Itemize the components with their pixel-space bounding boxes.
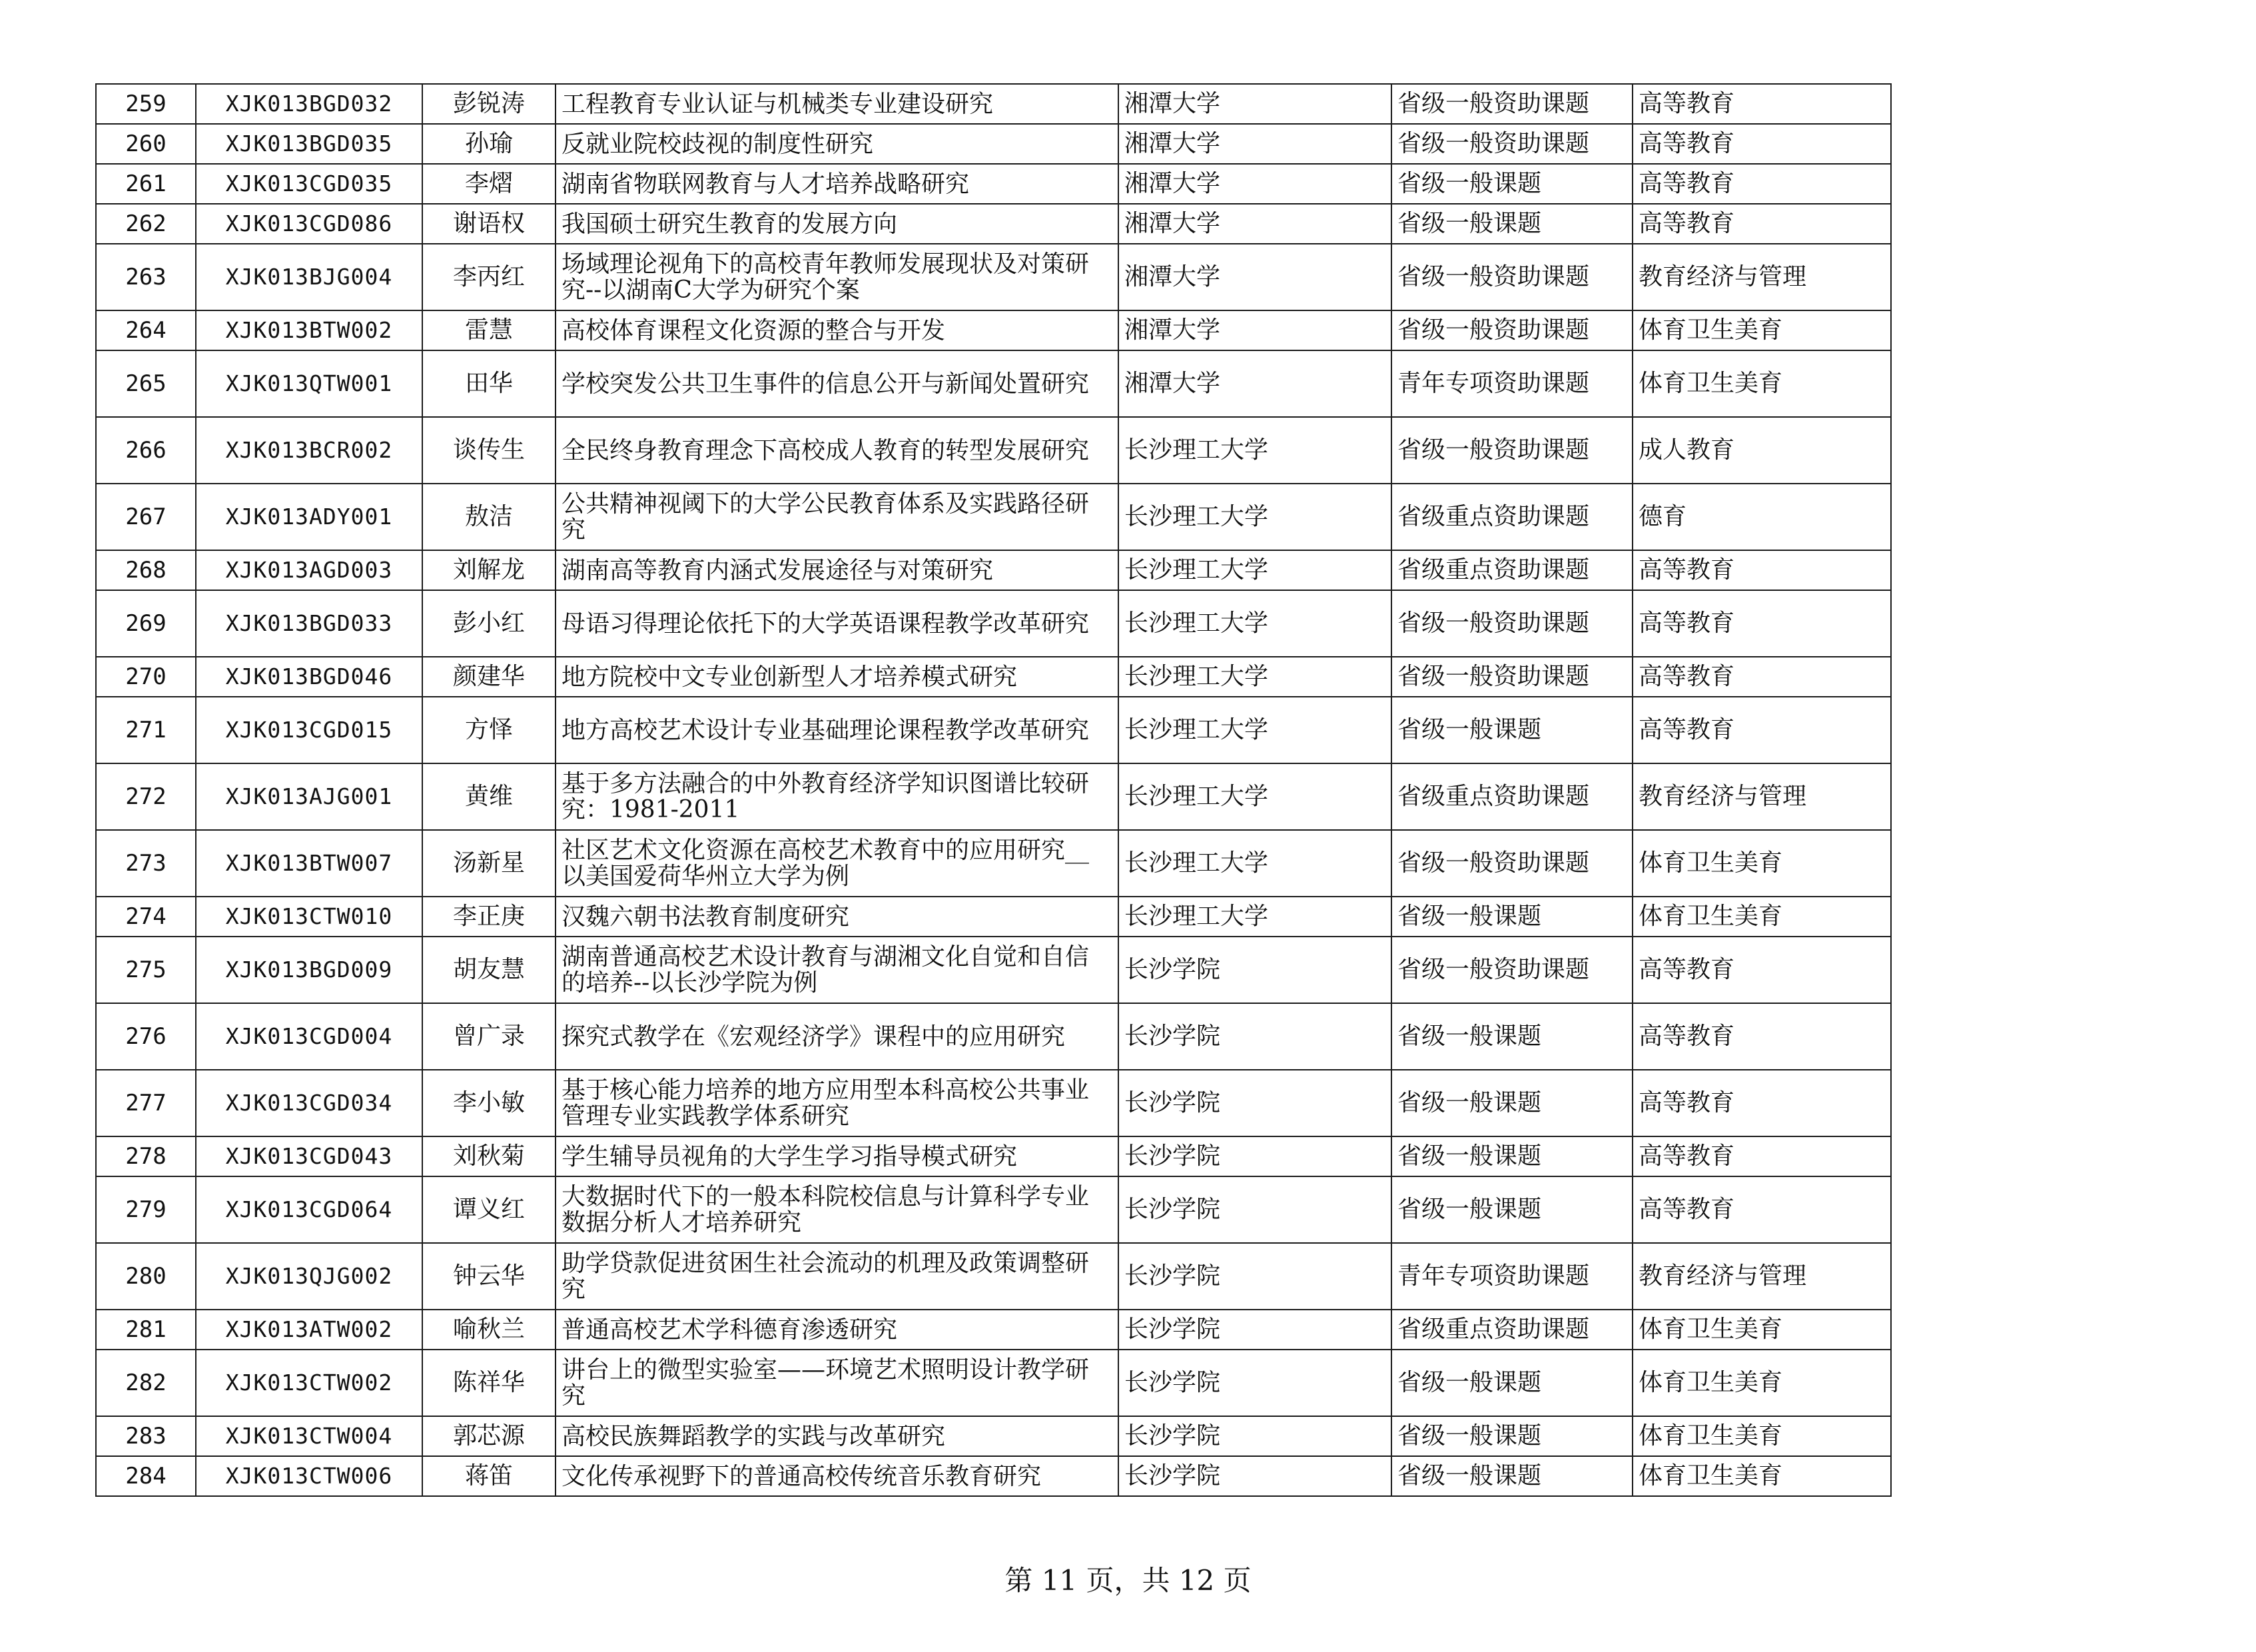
project-type-cell: 省级重点资助课题 bbox=[1391, 550, 1633, 590]
table-row bbox=[96, 590, 1891, 657]
project-code-cell: XJK013CTW004 bbox=[196, 1416, 422, 1456]
project-code-cell: XJK013BGD046 bbox=[196, 657, 422, 697]
leader-name-cell: 田华 bbox=[422, 350, 556, 417]
discipline-category-cell: 成人教育 bbox=[1633, 417, 1891, 484]
project-type-cell: 省级一般课题 bbox=[1391, 697, 1633, 763]
project-code-cell: XJK013BGD032 bbox=[196, 84, 422, 124]
leader-name-cell: 郭芯源 bbox=[422, 1416, 556, 1456]
institution-cell: 湘潭大学 bbox=[1118, 164, 1391, 204]
project-code-cell: XJK013CGD015 bbox=[196, 697, 422, 763]
institution-cell: 湘潭大学 bbox=[1118, 350, 1391, 417]
project-type-cell: 省级一般课题 bbox=[1391, 897, 1633, 937]
table-row bbox=[96, 244, 1891, 310]
table-row bbox=[96, 830, 1891, 897]
project-title-cell: 公共精神视阈下的大学公民教育体系及实践路径研究 bbox=[556, 484, 1118, 550]
table-row bbox=[96, 124, 1891, 164]
discipline-category-cell: 体育卫生美育 bbox=[1633, 1416, 1891, 1456]
project-title-cell: 讲台上的微型实验室——环境艺术照明设计教学研究 bbox=[556, 1350, 1118, 1416]
row-number-cell: 270 bbox=[96, 657, 196, 697]
project-code-cell: XJK013BTW002 bbox=[196, 310, 422, 350]
project-code-cell: XJK013CGD004 bbox=[196, 1003, 422, 1070]
row-number-cell: 278 bbox=[96, 1136, 196, 1176]
project-title-cell: 普通高校艺术学科德育渗透研究 bbox=[556, 1310, 1118, 1350]
institution-cell: 长沙学院 bbox=[1118, 1243, 1391, 1310]
project-code-cell: XJK013CTW010 bbox=[196, 897, 422, 937]
row-number-cell: 274 bbox=[96, 897, 196, 937]
project-type-cell: 省级一般资助课题 bbox=[1391, 937, 1633, 1003]
project-title-cell: 高校民族舞蹈教学的实践与改革研究 bbox=[556, 1416, 1118, 1456]
project-code-cell: XJK013CGD035 bbox=[196, 164, 422, 204]
project-title-cell: 探究式教学在《宏观经济学》课程中的应用研究 bbox=[556, 1003, 1118, 1070]
project-code-cell: XJK013QJG002 bbox=[196, 1243, 422, 1310]
table-row bbox=[96, 1003, 1891, 1070]
project-type-cell: 省级一般资助课题 bbox=[1391, 590, 1633, 657]
project-table bbox=[95, 83, 1892, 1497]
project-code-cell: XJK013AJG001 bbox=[196, 763, 422, 830]
project-title-cell: 文化传承视野下的普通高校传统音乐教育研究 bbox=[556, 1456, 1118, 1496]
leader-name-cell: 刘秋菊 bbox=[422, 1136, 556, 1176]
discipline-category-cell: 体育卫生美育 bbox=[1633, 310, 1891, 350]
project-title-cell: 基于多方法融合的中外教育经济学知识图谱比较研究：1981-2011 bbox=[556, 763, 1118, 830]
project-title-cell: 反就业院校歧视的制度性研究 bbox=[556, 124, 1118, 164]
project-type-cell: 省级一般课题 bbox=[1391, 1003, 1633, 1070]
institution-cell: 长沙理工大学 bbox=[1118, 484, 1391, 550]
project-title-cell: 学生辅导员视角的大学生学习指导模式研究 bbox=[556, 1136, 1118, 1176]
leader-name-cell: 李熠 bbox=[422, 164, 556, 204]
project-type-cell: 省级一般资助课题 bbox=[1391, 84, 1633, 124]
row-number-cell: 267 bbox=[96, 484, 196, 550]
table-row bbox=[96, 897, 1891, 937]
institution-cell: 长沙理工大学 bbox=[1118, 763, 1391, 830]
table-row bbox=[96, 204, 1891, 244]
table-row bbox=[96, 763, 1891, 830]
project-title-cell: 场域理论视角下的高校青年教师发展现状及对策研究--以湖南C大学为研究个案 bbox=[556, 244, 1118, 310]
institution-cell: 长沙学院 bbox=[1118, 1136, 1391, 1176]
project-title-cell: 工程教育专业认证与机械类专业建设研究 bbox=[556, 84, 1118, 124]
institution-cell: 长沙学院 bbox=[1118, 1310, 1391, 1350]
project-code-cell: XJK013BGD033 bbox=[196, 590, 422, 657]
leader-name-cell: 谭义红 bbox=[422, 1176, 556, 1243]
project-title-cell: 湖南普通高校艺术设计教育与湖湘文化自觉和自信的培养--以长沙学院为例 bbox=[556, 937, 1118, 1003]
row-number-cell: 279 bbox=[96, 1176, 196, 1243]
table-row bbox=[96, 1310, 1891, 1350]
discipline-category-cell: 德育 bbox=[1633, 484, 1891, 550]
project-title-cell: 基于核心能力培养的地方应用型本科高校公共事业管理专业实践教学体系研究 bbox=[556, 1070, 1118, 1136]
row-number-cell: 281 bbox=[96, 1310, 196, 1350]
discipline-category-cell: 体育卫生美育 bbox=[1633, 350, 1891, 417]
institution-cell: 长沙学院 bbox=[1118, 1003, 1391, 1070]
project-title-cell: 学校突发公共卫生事件的信息公开与新闻处置研究 bbox=[556, 350, 1118, 417]
table-row bbox=[96, 1350, 1891, 1416]
project-code-cell: XJK013CTW002 bbox=[196, 1350, 422, 1416]
project-type-cell: 省级一般课题 bbox=[1391, 1070, 1633, 1136]
project-code-cell: XJK013CGD043 bbox=[196, 1136, 422, 1176]
project-type-cell: 省级重点资助课题 bbox=[1391, 763, 1633, 830]
project-type-cell: 省级一般课题 bbox=[1391, 1176, 1633, 1243]
leader-name-cell: 谈传生 bbox=[422, 417, 556, 484]
discipline-category-cell: 高等教育 bbox=[1633, 204, 1891, 244]
project-title-cell: 我国硕士研究生教育的发展方向 bbox=[556, 204, 1118, 244]
row-number-cell: 260 bbox=[96, 124, 196, 164]
project-code-cell: XJK013ATW002 bbox=[196, 1310, 422, 1350]
institution-cell: 长沙学院 bbox=[1118, 937, 1391, 1003]
institution-cell: 长沙理工大学 bbox=[1118, 897, 1391, 937]
table-row bbox=[96, 550, 1891, 590]
discipline-category-cell: 教育经济与管理 bbox=[1633, 1243, 1891, 1310]
project-type-cell: 省级一般课题 bbox=[1391, 164, 1633, 204]
row-number-cell: 268 bbox=[96, 550, 196, 590]
leader-name-cell: 敖洁 bbox=[422, 484, 556, 550]
institution-cell: 长沙理工大学 bbox=[1118, 590, 1391, 657]
project-type-cell: 省级一般资助课题 bbox=[1391, 310, 1633, 350]
project-type-cell: 省级一般资助课题 bbox=[1391, 830, 1633, 897]
project-type-cell: 省级一般资助课题 bbox=[1391, 124, 1633, 164]
table-row bbox=[96, 1176, 1891, 1243]
table-row bbox=[96, 417, 1891, 484]
discipline-category-cell: 高等教育 bbox=[1633, 124, 1891, 164]
project-table-container bbox=[95, 83, 1890, 1497]
project-type-cell: 省级一般课题 bbox=[1391, 1136, 1633, 1176]
table-row bbox=[96, 1243, 1891, 1310]
discipline-category-cell: 体育卫生美育 bbox=[1633, 897, 1891, 937]
project-code-cell: XJK013CGD034 bbox=[196, 1070, 422, 1136]
discipline-category-cell: 高等教育 bbox=[1633, 1070, 1891, 1136]
row-number-cell: 283 bbox=[96, 1416, 196, 1456]
discipline-category-cell: 体育卫生美育 bbox=[1633, 1310, 1891, 1350]
row-number-cell: 262 bbox=[96, 204, 196, 244]
institution-cell: 长沙学院 bbox=[1118, 1416, 1391, 1456]
project-code-cell: XJK013CGD064 bbox=[196, 1176, 422, 1243]
institution-cell: 长沙理工大学 bbox=[1118, 657, 1391, 697]
project-title-cell: 全民终身教育理念下高校成人教育的转型发展研究 bbox=[556, 417, 1118, 484]
leader-name-cell: 刘解龙 bbox=[422, 550, 556, 590]
discipline-category-cell: 高等教育 bbox=[1633, 697, 1891, 763]
project-type-cell: 省级一般课题 bbox=[1391, 204, 1633, 244]
page-footer: 第 11 页，共 12 页 bbox=[1004, 1564, 1252, 1597]
leader-name-cell: 雷慧 bbox=[422, 310, 556, 350]
institution-cell: 长沙学院 bbox=[1118, 1070, 1391, 1136]
project-code-cell: XJK013BJG004 bbox=[196, 244, 422, 310]
project-title-cell: 助学贷款促进贫困生社会流动的机理及政策调整研究 bbox=[556, 1243, 1118, 1310]
table-row bbox=[96, 84, 1891, 124]
leader-name-cell: 谢语权 bbox=[422, 204, 556, 244]
project-type-cell: 青年专项资助课题 bbox=[1391, 1243, 1633, 1310]
leader-name-cell: 胡友慧 bbox=[422, 937, 556, 1003]
discipline-category-cell: 高等教育 bbox=[1633, 84, 1891, 124]
discipline-category-cell: 教育经济与管理 bbox=[1633, 763, 1891, 830]
project-type-cell: 省级重点资助课题 bbox=[1391, 1310, 1633, 1350]
project-title-cell: 地方高校艺术设计专业基础理论课程教学改革研究 bbox=[556, 697, 1118, 763]
institution-cell: 长沙学院 bbox=[1118, 1350, 1391, 1416]
institution-cell: 湘潭大学 bbox=[1118, 310, 1391, 350]
table-row bbox=[96, 1416, 1891, 1456]
row-number-cell: 261 bbox=[96, 164, 196, 204]
project-code-cell: XJK013ADY001 bbox=[196, 484, 422, 550]
project-code-cell: XJK013BCR002 bbox=[196, 417, 422, 484]
discipline-category-cell: 高等教育 bbox=[1633, 1176, 1891, 1243]
institution-cell: 长沙学院 bbox=[1118, 1456, 1391, 1496]
project-title-cell: 地方院校中文专业创新型人才培养模式研究 bbox=[556, 657, 1118, 697]
project-code-cell: XJK013BGD009 bbox=[196, 937, 422, 1003]
row-number-cell: 276 bbox=[96, 1003, 196, 1070]
discipline-category-cell: 高等教育 bbox=[1633, 550, 1891, 590]
leader-name-cell: 彭小红 bbox=[422, 590, 556, 657]
discipline-category-cell: 高等教育 bbox=[1633, 937, 1891, 1003]
leader-name-cell: 陈祥华 bbox=[422, 1350, 556, 1416]
project-type-cell: 省级一般课题 bbox=[1391, 1350, 1633, 1416]
row-number-cell: 284 bbox=[96, 1456, 196, 1496]
leader-name-cell: 李小敏 bbox=[422, 1070, 556, 1136]
leader-name-cell: 钟云华 bbox=[422, 1243, 556, 1310]
project-type-cell: 省级一般资助课题 bbox=[1391, 657, 1633, 697]
institution-cell: 长沙理工大学 bbox=[1118, 697, 1391, 763]
discipline-category-cell: 体育卫生美育 bbox=[1633, 1350, 1891, 1416]
table-row bbox=[96, 697, 1891, 763]
discipline-category-cell: 高等教育 bbox=[1633, 1136, 1891, 1176]
institution-cell: 湘潭大学 bbox=[1118, 124, 1391, 164]
row-number-cell: 264 bbox=[96, 310, 196, 350]
discipline-category-cell: 高等教育 bbox=[1633, 164, 1891, 204]
table-row bbox=[96, 350, 1891, 417]
table-row bbox=[96, 1136, 1891, 1176]
leader-name-cell: 黄维 bbox=[422, 763, 556, 830]
project-title-cell: 母语习得理论依托下的大学英语课程教学改革研究 bbox=[556, 590, 1118, 657]
project-code-cell: XJK013BTW007 bbox=[196, 830, 422, 897]
table-row bbox=[96, 310, 1891, 350]
row-number-cell: 266 bbox=[96, 417, 196, 484]
row-number-cell: 271 bbox=[96, 697, 196, 763]
leader-name-cell: 李丙红 bbox=[422, 244, 556, 310]
discipline-category-cell: 高等教育 bbox=[1633, 1003, 1891, 1070]
row-number-cell: 275 bbox=[96, 937, 196, 1003]
leader-name-cell: 曾广录 bbox=[422, 1003, 556, 1070]
table-row bbox=[96, 1456, 1891, 1496]
project-type-cell: 省级一般课题 bbox=[1391, 1456, 1633, 1496]
institution-cell: 湘潭大学 bbox=[1118, 244, 1391, 310]
row-number-cell: 273 bbox=[96, 830, 196, 897]
project-code-cell: XJK013QTW001 bbox=[196, 350, 422, 417]
discipline-category-cell: 教育经济与管理 bbox=[1633, 244, 1891, 310]
table-row bbox=[96, 1070, 1891, 1136]
row-number-cell: 263 bbox=[96, 244, 196, 310]
project-type-cell: 青年专项资助课题 bbox=[1391, 350, 1633, 417]
institution-cell: 长沙学院 bbox=[1118, 1176, 1391, 1243]
discipline-category-cell: 高等教育 bbox=[1633, 657, 1891, 697]
row-number-cell: 282 bbox=[96, 1350, 196, 1416]
row-number-cell: 277 bbox=[96, 1070, 196, 1136]
table-row bbox=[96, 657, 1891, 697]
leader-name-cell: 李正庚 bbox=[422, 897, 556, 937]
leader-name-cell: 方怿 bbox=[422, 697, 556, 763]
row-number-cell: 272 bbox=[96, 763, 196, 830]
table-body bbox=[96, 84, 1891, 1496]
table-row bbox=[96, 164, 1891, 204]
row-number-cell: 269 bbox=[96, 590, 196, 657]
project-title-cell: 湖南省物联网教育与人才培养战略研究 bbox=[556, 164, 1118, 204]
discipline-category-cell: 体育卫生美育 bbox=[1633, 830, 1891, 897]
leader-name-cell: 喻秋兰 bbox=[422, 1310, 556, 1350]
institution-cell: 长沙理工大学 bbox=[1118, 830, 1391, 897]
row-number-cell: 280 bbox=[96, 1243, 196, 1310]
project-code-cell: XJK013CGD086 bbox=[196, 204, 422, 244]
project-title-cell: 湖南高等教育内涵式发展途径与对策研究 bbox=[556, 550, 1118, 590]
leader-name-cell: 孙瑜 bbox=[422, 124, 556, 164]
discipline-category-cell: 高等教育 bbox=[1633, 590, 1891, 657]
discipline-category-cell: 体育卫生美育 bbox=[1633, 1456, 1891, 1496]
project-title-cell: 汉魏六朝书法教育制度研究 bbox=[556, 897, 1118, 937]
project-code-cell: XJK013AGD003 bbox=[196, 550, 422, 590]
project-title-cell: 大数据时代下的一般本科院校信息与计算科学专业数据分析人才培养研究 bbox=[556, 1176, 1118, 1243]
project-code-cell: XJK013CTW006 bbox=[196, 1456, 422, 1496]
project-type-cell: 省级一般资助课题 bbox=[1391, 417, 1633, 484]
leader-name-cell: 颜建华 bbox=[422, 657, 556, 697]
institution-cell: 湘潭大学 bbox=[1118, 84, 1391, 124]
row-number-cell: 265 bbox=[96, 350, 196, 417]
project-type-cell: 省级重点资助课题 bbox=[1391, 484, 1633, 550]
institution-cell: 长沙理工大学 bbox=[1118, 417, 1391, 484]
project-title-cell: 社区艺术文化资源在高校艺术教育中的应用研究__以美国爱荷华州立大学为例 bbox=[556, 830, 1118, 897]
table-row bbox=[96, 484, 1891, 550]
project-type-cell: 省级一般课题 bbox=[1391, 1416, 1633, 1456]
project-title-cell: 高校体育课程文化资源的整合与开发 bbox=[556, 310, 1118, 350]
row-number-cell: 259 bbox=[96, 84, 196, 124]
project-code-cell: XJK013BGD035 bbox=[196, 124, 422, 164]
leader-name-cell: 汤新星 bbox=[422, 830, 556, 897]
leader-name-cell: 彭锐涛 bbox=[422, 84, 556, 124]
institution-cell: 湘潭大学 bbox=[1118, 204, 1391, 244]
table-row bbox=[96, 937, 1891, 1003]
institution-cell: 长沙理工大学 bbox=[1118, 550, 1391, 590]
leader-name-cell: 蒋笛 bbox=[422, 1456, 556, 1496]
project-type-cell: 省级一般资助课题 bbox=[1391, 244, 1633, 310]
